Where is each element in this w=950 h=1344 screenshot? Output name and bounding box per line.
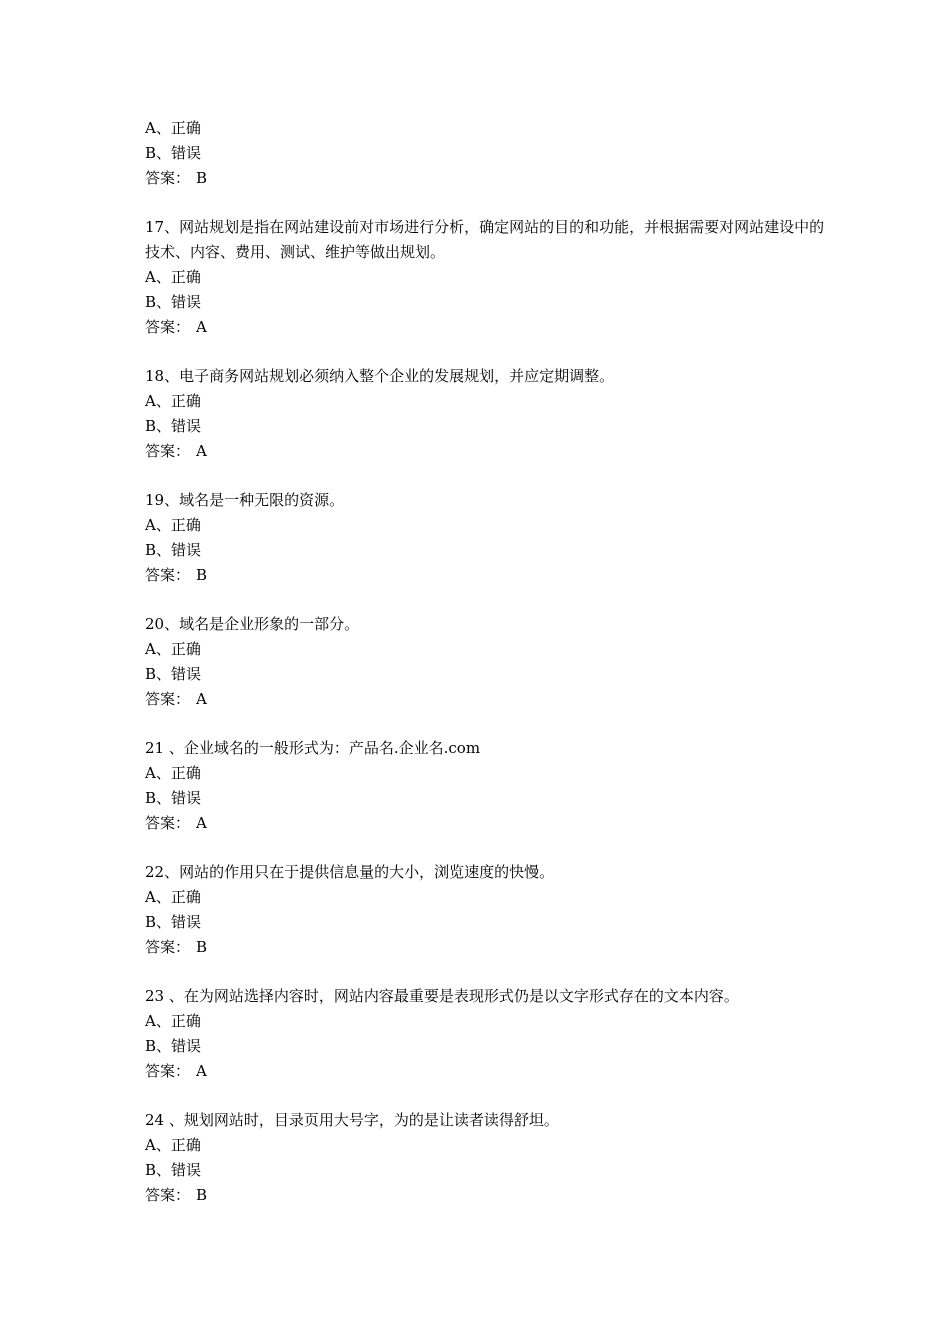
answer-line (145, 1183, 825, 1208)
answer-line (145, 166, 825, 191)
option-a: A、正确 (145, 640, 201, 658)
answer-value: B (196, 169, 208, 187)
answer-value: B (196, 938, 208, 956)
answer-label: 答案： (145, 1186, 191, 1204)
option-a: A、正确 (145, 888, 201, 906)
option-a: A、正确 (145, 1012, 201, 1030)
question-block-16-tail (145, 116, 825, 191)
question-block-24 (145, 1108, 825, 1208)
option-b: B、错误 (145, 293, 202, 311)
option-a: A、正确 (145, 392, 201, 410)
answer-line (145, 811, 825, 836)
question-block-20 (145, 612, 825, 712)
answer-value: B (196, 1186, 208, 1204)
answer-line (145, 563, 825, 588)
answer-line (145, 439, 825, 464)
answer-label: 答案： (145, 169, 191, 187)
option-b: B、错误 (145, 789, 202, 807)
answer-label: 答案： (145, 318, 191, 336)
question-block-23 (145, 984, 825, 1084)
question-block-17 (145, 215, 825, 340)
question-block-18 (145, 364, 825, 464)
option-a: A、正确 (145, 1136, 201, 1154)
question-block-19 (145, 488, 825, 588)
option-b: B、错误 (145, 417, 202, 435)
answer-value: A (196, 318, 207, 336)
answer-line (145, 315, 825, 340)
question-text: 17、网站规划是指在网站建设前对市场进行分析，确定网站的目的和功能，并根据需要对网站建设中的技术、内容、费用、测试、维护等做出规划。 (145, 218, 825, 261)
answer-line (145, 687, 825, 712)
answer-value: A (196, 690, 207, 708)
question-text: 22、网站的作用只在于提供信息量的大小，浏览速度的快慢。 (145, 863, 555, 881)
answer-label: 答案： (145, 566, 191, 584)
answer-line (145, 1059, 825, 1084)
document-body (145, 116, 825, 1232)
question-block-22 (145, 860, 825, 960)
question-text: 18、电子商务网站规划必须纳入整个企业的发展规划，并应定期调整。 (145, 367, 615, 385)
question-text: 20、域名是企业形象的一部分。 (145, 615, 360, 633)
question-text: 23 、在为网站选择内容时，网站内容最重要是表现形式仍是以文字形式存在的文本内容。 (145, 987, 739, 1005)
question-block-21 (145, 736, 825, 836)
option-b: B、错误 (145, 913, 202, 931)
option-b: B、错误 (145, 541, 202, 559)
answer-value: A (196, 1062, 207, 1080)
answer-value: B (196, 566, 208, 584)
option-b: B、错误 (145, 665, 202, 683)
answer-label: 答案： (145, 938, 191, 956)
answer-value: A (196, 814, 207, 832)
question-text: 19、域名是一种无限的资源。 (145, 491, 345, 509)
answer-line (145, 935, 825, 960)
option-b: B、错误 (145, 144, 202, 162)
option-a: A、正确 (145, 119, 201, 137)
answer-label: 答案： (145, 814, 191, 832)
answer-label: 答案： (145, 1062, 191, 1080)
answer-label: 答案： (145, 442, 191, 460)
answer-value: A (196, 442, 207, 460)
answer-label: 答案： (145, 690, 191, 708)
question-text: 24 、规划网站时，目录页用大号字，为的是让读者读得舒坦。 (145, 1111, 559, 1129)
option-a: A、正确 (145, 268, 201, 286)
option-b: B、错误 (145, 1161, 202, 1179)
question-text: 21 、企业域名的一般形式为：产品名.企业名.com (145, 739, 481, 757)
option-b: B、错误 (145, 1037, 202, 1055)
option-a: A、正确 (145, 516, 201, 534)
option-a: A、正确 (145, 764, 201, 782)
